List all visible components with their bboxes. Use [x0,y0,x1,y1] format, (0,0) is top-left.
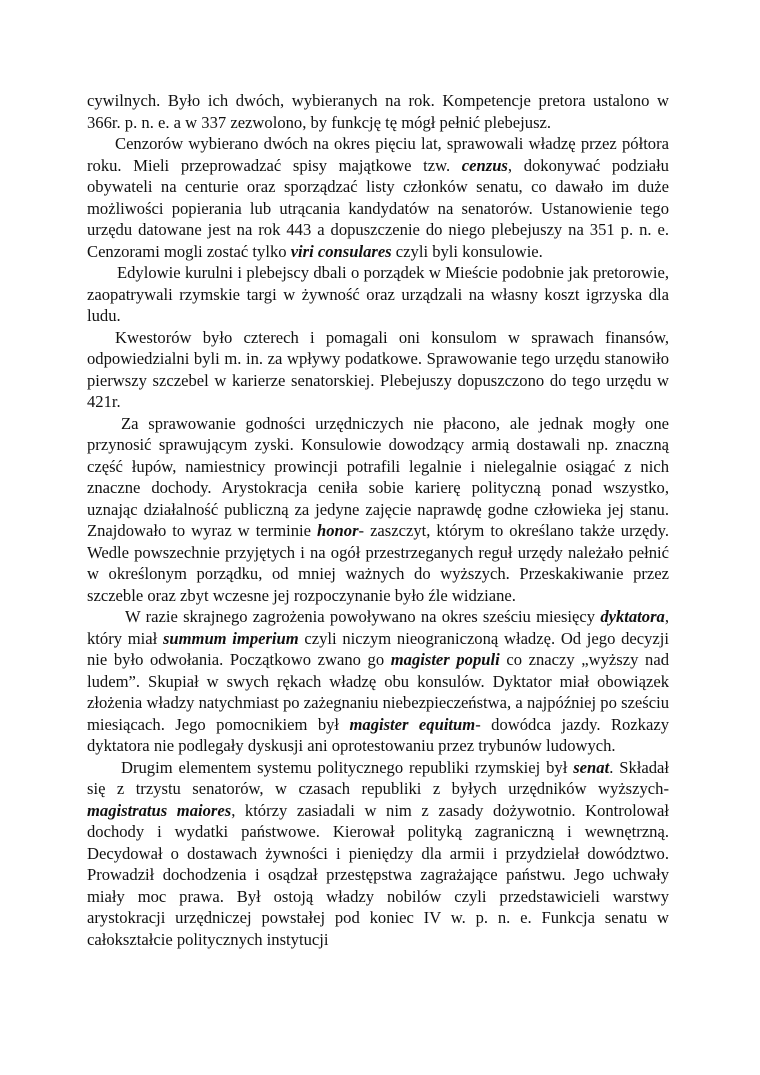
term-emphasis: magister populi [390,650,500,669]
term-emphasis: senat [573,757,610,777]
text-run: W razie skrajnego zagrożenia powoływano na okres sześciu miesięcy [125,607,601,626]
term-emphasis: summum imperium [162,628,299,648]
text-run: cywilnych. Było ich dwóch, wybieranych na rok. Kompetencje pretora ustalono w 366r. p. n. e. a w 337 zezwolono, by funkcję tę mógł pełnić plebejusz. [87,91,669,132]
text-run: Kwestorów było czterech i pomagali oni konsulom w sprawach finansów, odpowiedzialni byli m. in. za wpływy podatkowe. Sprawowanie tego urzędu stanowiło pierwszy szczebel w karierze senatorskiej. Plebejuszy dopuszczono do tego urzędu w 421r. [87,327,669,411]
text-run: , który miał [87,607,669,648]
text-run: - zaszczyt, którym to określano także urzędy. Wedle powszechnie przyjętych i na ogół przestrzeganych reguł urzędy należało pełnić w określonym porządku, od mniej ważnych do wyższych. Przeskakiwanie przez szczeble oraz zbyt wczesne jej rozpoczynanie było źle widziane. [87,521,670,605]
text-run: . Składał się z trzystu senatorów, w czasach republiki z byłych urzędników wyższych- [87,757,669,798]
text-run: Cenzorów wybierano dwóch na okres pięciu lat, sprawowali władzę przez półtora roku. Mieli przeprowadzać spisy majątkowe tzw. [87,134,669,175]
term-emphasis: honor [317,521,359,540]
term-emphasis: cenzus [461,155,508,175]
paragraph-5 [87,413,669,607]
text-run: - dowódca jazdy. Rozkazy dyktatora nie podlegały dyskusji ani oprotestowaniu przez trybunów ludowych. [87,714,669,755]
text-run: Drugim elementem systemu politycznego republiki rzymskiej był [121,757,574,777]
term-emphasis: magister equitum [349,714,476,734]
paragraph-1 [87,90,669,133]
text-run: czyli niczym nieograniczoną władzę. Od jego decyzji nie było odwołania. Początkowo zwano go [87,628,669,669]
text-run: Za sprawowanie godności urzędniczych nie płacono, ale jednak mogły one przynosić sprawującym zyski. Konsulowie dowodzący armią dostawali np. znaczną część łupów, namiestnicy prowincji potrafili legalnie i nielegalnie osiągać z nich znaczne dochody. Arystokracja ceniła sobie karierę polityczną ponad wszystko, uznając działalność publiczną za jedyne zajęcie naprawdę godne człowieka jej stanu. Znajdowało to wyraz w terminie [87,413,669,540]
term-emphasis: magistratus maiores [87,800,232,820]
paragraph-6 [87,606,669,757]
paragraph-3 [87,262,669,327]
term-emphasis: viri consulares [290,241,392,261]
term-emphasis: dyktatora [600,607,665,626]
text-run: , dokonywać podziału obywateli na centurie oraz sporządzać listy członków senatu, co dawało im duże możliwości popierania lub utrącania kandydatów na senatorów. Ustanowienie tego urzędu datowane jest na rok 443 a dopuszczenie do niego plebejuszy na 351 p. n. e. Cenzorami mogli zostać tylko [87,155,669,261]
text-run: czyli byli konsulowie. [391,241,543,261]
text-run: Edylowie kurulni i plebejscy dbali o porządek w Mieście podobnie jak pretorowie, zaopatrywali rzymskie targi w żywność oraz urządzali na własny koszt igrzyska dla ludu. [87,263,669,325]
paragraph-4 [87,327,669,413]
paragraph-2 [87,133,669,262]
document-page [87,90,669,950]
paragraph-7 [87,757,669,951]
text-run: , którzy zasiadali w nim z zasady dożywotnio. Kontrolował dochody i wydatki państwowe. Kierował polityką zagraniczną i wewnętrzną. Decydował o dostawach żywności i pieniędzy dla armii i przydzielał dowództwo. Prowadził dochodzenia i osądzał przestępstwa zagrażające państwu. Jego uchwały miały moc prawa. Był ostoją władzy nobilów czyli przedstawicieli warstwy arystokracji urzędniczej powstałej pod koniec IV w. p. n. e. Funkcja senatu w całokształcie politycznych instytucji [87,800,669,949]
text-run: co znaczy „wyższy nad ludem”. Skupiał w swych rękach władzę obu konsulów. Dyktator miał obowiązek złożenia władzy natychmiast po zażegnaniu niebezpieczeństwa, a najpóźniej po sześciu miesiącach. Jego pomocnikiem był [87,650,669,734]
